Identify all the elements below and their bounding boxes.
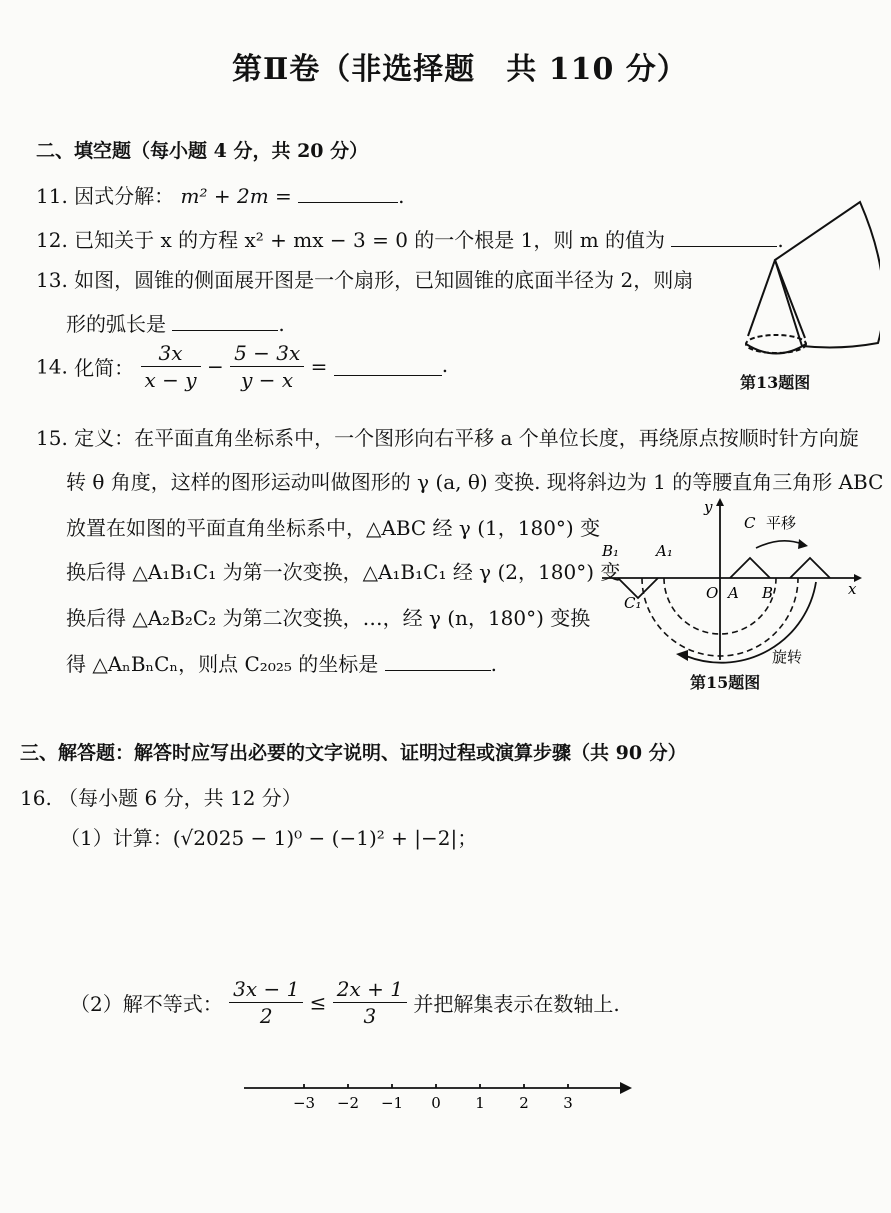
question-11: 11. 因式分解： m² + 2m = . — [36, 184, 405, 208]
question-16-part1: （1）计算：(√2025 − 1)⁰ − (−1)² + |−2|； — [60, 826, 478, 850]
question-15-line2: 转 θ 角度，这样的图形运动叫做图形的 γ (a, θ) 变换. 现将斜边为 1 的等腰直角三角形 ABC — [66, 470, 884, 494]
less-equal-sign: ≤ — [309, 990, 327, 1015]
section-heading-fill-blank: 二、填空题（每小题 4 分，共 20 分） — [36, 140, 369, 162]
fraction-1-denominator: x − y — [144, 368, 197, 392]
question-expression: m² + 2m = — [180, 184, 292, 208]
fraction-2-denominator: y − x — [241, 368, 294, 392]
question-text-line6: 得 △AₙBₙCₙ，则点 C₂₀₂₅ 的坐标是 — [66, 652, 379, 676]
question-number: 16. — [20, 786, 52, 810]
question-number: 14. — [36, 354, 68, 379]
left-numerator: 3x − 1 — [229, 976, 303, 1003]
right-denominator: 3 — [363, 1004, 377, 1028]
question-16-part2 — [70, 976, 620, 1029]
answer-blank[interactable] — [298, 184, 398, 203]
question-13 — [36, 264, 693, 293]
tick-label: 2 — [519, 1094, 529, 1112]
question-16 — [20, 782, 302, 811]
question-15-line3: 放置在如图的平面直角坐标系中，△ABC 经 γ (1，180°) 变 — [66, 516, 601, 540]
question-14: 14. 化简： $\frac{3x}{x - y}$ − $\frac{5 - 3x}{y - x}$ = . — [36, 341, 449, 392]
answer-blank[interactable] — [385, 652, 491, 671]
fraction-2 — [230, 340, 304, 393]
inequality-left-fraction — [229, 976, 303, 1029]
figure-15-caption: 第15题图 — [690, 673, 761, 692]
inequality-right-fraction — [333, 976, 407, 1029]
point-A1-label: A₁ — [656, 542, 673, 560]
tick-label: −1 — [380, 1094, 404, 1112]
rotate-label: 旋转 — [772, 648, 803, 666]
question-15-line5: 换后得 △A₂B₂C₂ 为第二次变换，…，经 γ (n，180°) 变换 — [66, 606, 591, 630]
translate-label: 平移 — [766, 514, 797, 532]
question-text: 因式分解： — [74, 184, 175, 208]
question-number: 13. — [36, 268, 68, 292]
tick-label: 3 — [563, 1094, 573, 1112]
question-number: 12. — [36, 228, 68, 252]
fraction-1 — [141, 340, 201, 393]
question-15-line6: 得 △AₙBₙCₙ，则点 C₂₀₂₅ 的坐标是 . — [66, 652, 497, 676]
part2-suffix: 并把解集表示在数轴上. — [413, 992, 620, 1016]
question-number: 11. — [36, 184, 68, 208]
point-C1-label: C₁ — [624, 594, 642, 612]
equals-sign: = — [310, 354, 328, 379]
point-A-label: A — [728, 584, 739, 602]
fraction-2-numerator: 5 − 3x — [230, 340, 304, 367]
question-text: （每小题 6 分，共 12 分） — [58, 786, 302, 810]
y-axis-label: y — [704, 498, 713, 516]
answer-blank[interactable] — [172, 312, 278, 331]
cone-figure — [730, 188, 880, 368]
question-15 — [36, 422, 859, 451]
figure-13-caption: 第13题图 — [740, 373, 811, 392]
coordinate-figure — [596, 496, 866, 668]
question-13-cont: 形的弧长是 . — [66, 312, 285, 336]
point-B1-label: B₁ — [602, 542, 620, 560]
left-denominator: 2 — [259, 1004, 273, 1028]
fraction-1-numerator: 3x — [141, 340, 201, 367]
question-12: 12. 已知关于 x 的方程 x² + mx − 3 = 0 的一个根是 1，则 m 的值为 . — [36, 228, 784, 252]
question-text: 已知关于 x 的方程 x² + mx − 3 = 0 的一个根是 1，则 m 的值为 — [74, 228, 666, 252]
question-number: 15. — [36, 426, 68, 450]
number-line — [236, 1076, 636, 1116]
tick-label: 1 — [475, 1094, 485, 1112]
tick-label: −3 — [292, 1094, 316, 1112]
tick-label: 0 — [431, 1094, 441, 1112]
origin-label: O — [706, 584, 719, 602]
answer-blank[interactable] — [334, 357, 442, 376]
minus-sign: − — [206, 354, 224, 379]
question-text-line2: 形的弧长是 — [66, 312, 166, 336]
right-numerator: 2x + 1 — [333, 976, 407, 1003]
question-text-line1: 定义：在平面直角坐标系中，一个图形向右平移 a 个单位长度，再绕原点按顺时针方向旋 — [74, 426, 859, 450]
tick-label: −2 — [336, 1094, 360, 1112]
arrow-icon — [620, 1082, 632, 1094]
part2-prefix: （2）解不等式： — [70, 992, 223, 1016]
section-heading-answer: 三、解答题：解答时应写出必要的文字说明、证明过程或演算步骤（共 90 分） — [20, 742, 687, 764]
x-axis-label: x — [848, 580, 857, 598]
question-text: 化简： — [74, 356, 135, 380]
question-text-line1: 如图，圆锥的侧面展开图是一个扇形，已知圆锥的底面半径为 2，则扇 — [74, 268, 694, 292]
point-B-label: B — [762, 584, 774, 602]
page-title: 第Ⅱ卷（非选择题 共 110 分） — [232, 52, 688, 87]
point-C-label: C — [744, 514, 756, 532]
question-15-line4: 换后得 △A₁B₁C₁ 为第一次变换，△A₁B₁C₁ 经 γ (2，180°) 变 — [66, 560, 621, 584]
